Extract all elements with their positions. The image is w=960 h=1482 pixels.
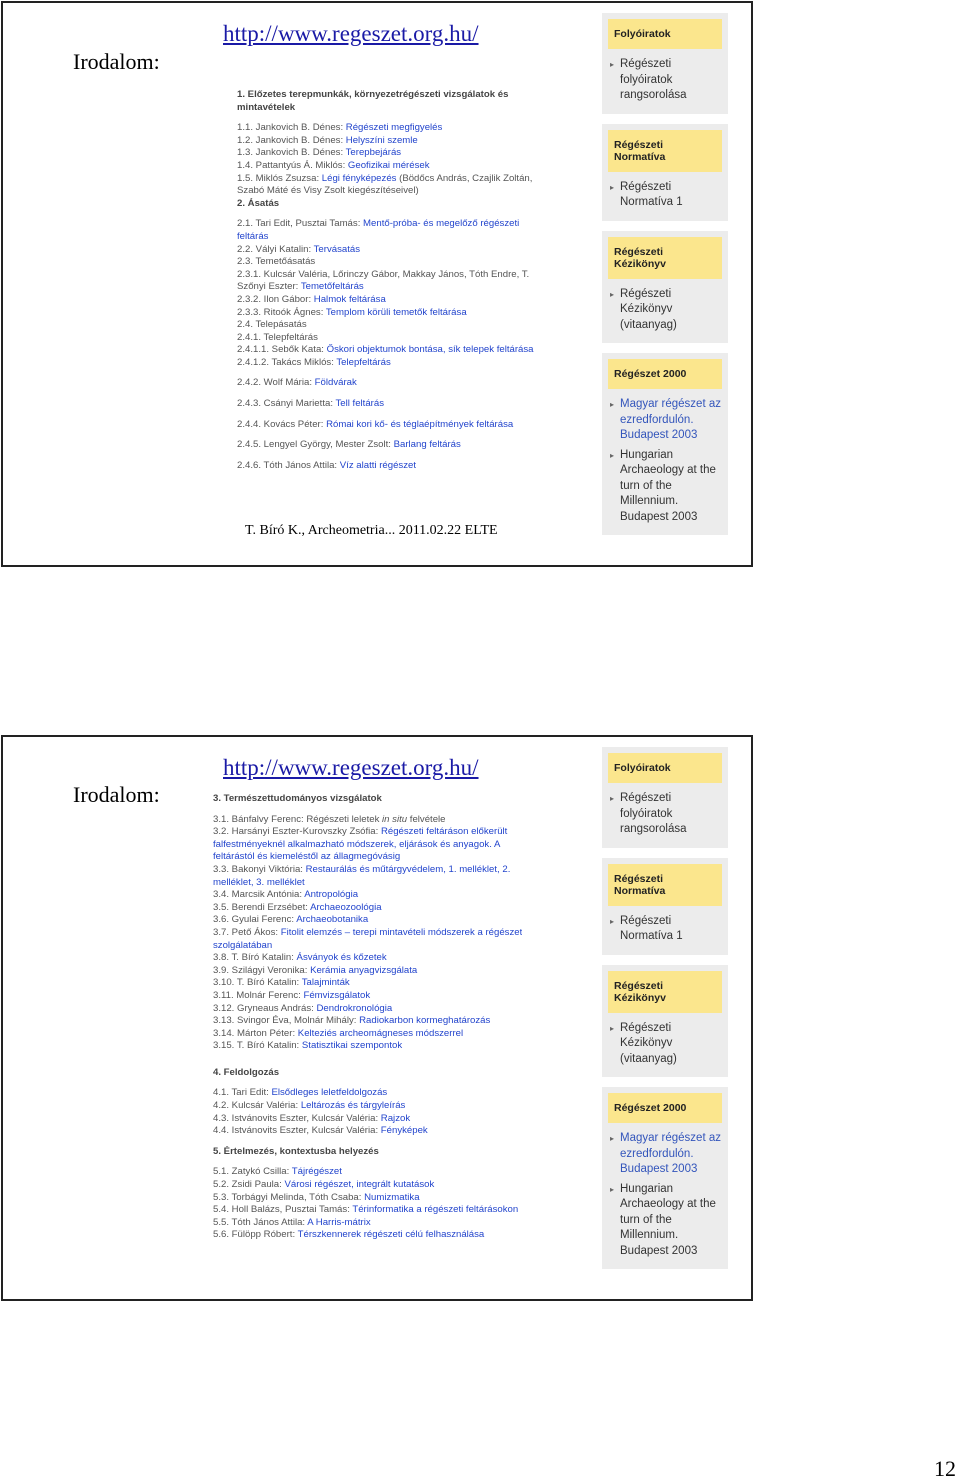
item-link[interactable]: Tájrégészet bbox=[291, 1166, 342, 1178]
list-item bbox=[237, 173, 534, 186]
arrow-right-icon: ▸ bbox=[610, 60, 615, 69]
list-item bbox=[213, 902, 522, 915]
sidebar-link-label: Régészeti folyóiratok rangsorolása bbox=[620, 58, 687, 101]
list-item bbox=[237, 294, 534, 307]
spacer bbox=[213, 1079, 522, 1087]
item-link[interactable]: Fitolit elemzés – terepi mintavételi módszerek a régészet bbox=[280, 926, 523, 938]
list-item bbox=[237, 344, 534, 357]
sidebar-link[interactable] bbox=[608, 791, 722, 838]
section-heading bbox=[237, 102, 534, 115]
item-author: 3.13. Svingor Éva, Molnár Mihály: bbox=[213, 1015, 360, 1027]
list-item bbox=[213, 1192, 522, 1205]
item-author: 3.5. Berendi Erzsébet: bbox=[213, 901, 311, 913]
sidebar-box bbox=[602, 13, 728, 114]
sidebar-link-label: Régészeti Normatíva 1 bbox=[620, 914, 683, 942]
list-item bbox=[237, 319, 534, 332]
item-author: 2.3.1. Kulcsár Valéria, Lőrinczy Gábor, Makkay János, Tóth Endre, T. bbox=[237, 268, 530, 280]
sidebar-link[interactable] bbox=[608, 1182, 722, 1260]
arrow-right-icon: ▸ bbox=[610, 1134, 615, 1143]
item-link[interactable]: Tervásatás bbox=[313, 243, 361, 255]
item-author: 5.6. Fülöpp Róbert: bbox=[213, 1229, 298, 1241]
spacer bbox=[237, 411, 534, 419]
item-link[interactable]: Restaurálás és műtárgyvédelem, 1. melléklet, 2. bbox=[305, 863, 511, 875]
item-link[interactable]: Légi fényképezés bbox=[321, 172, 397, 184]
item-author: 2.3.3. Ritoók Ágnes: bbox=[237, 306, 326, 318]
item-author: 2.4.4. Kovács Péter: bbox=[237, 418, 327, 430]
list-item bbox=[237, 357, 534, 370]
sidebar-box-title: Régészeti Normatíva bbox=[608, 864, 722, 906]
sidebar-box bbox=[602, 231, 728, 344]
spacer bbox=[213, 1053, 522, 1067]
arrow-right-icon: ▸ bbox=[610, 916, 615, 926]
list-item bbox=[213, 990, 522, 1003]
list-item bbox=[237, 256, 534, 269]
list-item bbox=[237, 307, 534, 320]
list-item bbox=[213, 1028, 522, 1041]
list-item bbox=[237, 419, 534, 432]
sidebar-link[interactable] bbox=[608, 1021, 722, 1068]
item-link[interactable]: Geofizikai mérések bbox=[347, 159, 430, 171]
item-author: 2.2. Vályi Katalin: bbox=[237, 243, 314, 255]
sidebar-box bbox=[602, 747, 728, 848]
section-heading bbox=[213, 1067, 522, 1080]
item-link[interactable]: feltárás bbox=[237, 230, 269, 242]
item-author: 2.3. Temetőásatás bbox=[237, 256, 316, 268]
list-item bbox=[237, 244, 534, 257]
item-link[interactable]: Földvárak bbox=[314, 377, 357, 389]
item-link[interactable]: Régészeti megfigyelés bbox=[345, 122, 443, 134]
list-item bbox=[237, 398, 534, 411]
item-author: 2.4. Telepásatás bbox=[237, 319, 307, 331]
item-link[interactable]: Radiokarbon kormeghatározás bbox=[359, 1015, 491, 1027]
list-item bbox=[237, 460, 534, 473]
item-author: 2.4.5. Lengyel György, Mester Zsolt: bbox=[237, 439, 394, 451]
literature-list bbox=[213, 793, 522, 1242]
item-link[interactable]: Leltározás és tárgyleírás bbox=[300, 1100, 406, 1112]
item-author: 2.4.2. Wolf Mária: bbox=[237, 377, 315, 389]
item-author: 5.4. Holl Balázs, Pusztai Tamás: bbox=[213, 1204, 353, 1216]
section-heading bbox=[213, 793, 522, 806]
item-link[interactable]: Barlang feltárás bbox=[393, 439, 461, 451]
list-item bbox=[237, 269, 534, 282]
item-author: 3.7. Pető Ákos: bbox=[213, 926, 281, 938]
sidebar-box bbox=[602, 965, 728, 1078]
item-tail: felvétele bbox=[407, 813, 446, 825]
list-item bbox=[213, 977, 522, 990]
website-link[interactable]: http://www.regeszet.org.hu/ bbox=[223, 755, 479, 780]
heading-text: 3. Természettudományos vizsgálatok bbox=[213, 793, 382, 804]
sidebar-link-label: Magyar régészet az ezredfordulón. Budapest 2003 bbox=[620, 1132, 721, 1175]
item-link[interactable]: Templom körüli temetők feltárása bbox=[325, 306, 467, 318]
sidebar-link[interactable] bbox=[608, 287, 722, 334]
sidebar-link[interactable] bbox=[608, 57, 722, 104]
item-author: 2.1. Tari Edit, Pusztai Tamás: bbox=[237, 218, 364, 230]
sidebar-link-label: Magyar régészet az ezredfordulón. Budapest 2003 bbox=[620, 398, 721, 441]
sidebar-link-label: Hungarian Archaeology at the turn of the Millennium. Budapest 2003 bbox=[620, 448, 716, 523]
item-author: 3.10. T. Bíró Katalin: bbox=[213, 977, 302, 989]
section-heading bbox=[237, 198, 534, 211]
list-item bbox=[213, 864, 522, 877]
item-link[interactable]: Őskori objektumok bontása, sík telepek feltárása bbox=[326, 344, 534, 356]
arrow-right-icon: ▸ bbox=[610, 794, 615, 803]
arrow-right-icon: ▸ bbox=[610, 400, 615, 409]
item-link[interactable]: Elsődleges leletfeldolgozás bbox=[271, 1087, 388, 1099]
item-author: 3.9. Szilágyi Veronika: bbox=[213, 964, 311, 976]
list-item bbox=[213, 1003, 522, 1016]
item-link[interactable]: Kerámia anyagvizsgálata bbox=[310, 964, 418, 976]
item-author: Szabó Máté és Visy Zsolt kiegészítéseivel) bbox=[237, 185, 419, 197]
item-link[interactable]: falfestményeknél alkalmazható módszerek, eljárások és anyagok. A bbox=[213, 838, 501, 850]
slide-caption: T. Bíró K., Archeometria... 2011.02.22 ELTE bbox=[245, 523, 498, 538]
item-author: 4.1. Tari Edit: bbox=[213, 1087, 272, 1099]
slide-title: Irodalom: bbox=[73, 782, 160, 807]
list-item bbox=[237, 122, 534, 135]
heading-text: 5. Értelmezés, kontextusba helyezés bbox=[213, 1145, 379, 1157]
website-link[interactable]: http://www.regeszet.org.hu/ bbox=[223, 21, 479, 46]
list-item bbox=[237, 147, 534, 160]
heading-text: 1. Előzetes terepmunkák, környezetrégészeti vizsgálatok és bbox=[237, 89, 509, 100]
item-author: 3.1. Bánfalvy Ferenc: Régészeti leletek bbox=[213, 813, 383, 825]
item-author: 1.5. Miklós Zsuzsa: bbox=[237, 172, 322, 184]
sidebar-box bbox=[602, 353, 728, 535]
item-author: 2.4.6. Tóth János Attila: bbox=[237, 459, 340, 471]
sidebar-box bbox=[602, 1087, 728, 1269]
item-link[interactable]: Terepbejárás bbox=[345, 147, 402, 159]
slide-1 bbox=[1, 1, 753, 567]
sidebar-link[interactable] bbox=[608, 180, 722, 211]
section-heading bbox=[213, 1146, 522, 1159]
item-link[interactable]: Térinformatika a régészeti feltárásokon bbox=[352, 1204, 519, 1216]
item-author: 3.4. Marcsik Antónia: bbox=[213, 889, 305, 901]
list-item bbox=[213, 1125, 522, 1138]
item-author: 2.4.1. Telepfeltárás bbox=[237, 331, 318, 343]
list-item bbox=[213, 826, 522, 839]
arrow-right-icon: ▸ bbox=[610, 1023, 615, 1033]
list-item bbox=[213, 889, 522, 902]
list-item bbox=[213, 877, 522, 890]
list-item bbox=[237, 231, 534, 244]
sidebar-link-label: Régészeti Kézikönyv (vitaanyag) bbox=[620, 287, 677, 331]
item-link[interactable]: Talajminták bbox=[301, 977, 350, 989]
sidebar-box bbox=[602, 858, 728, 955]
sidebar-link[interactable] bbox=[608, 914, 722, 945]
item-link[interactable]: Archaeozoológia bbox=[310, 901, 382, 913]
spacer bbox=[237, 210, 534, 218]
list-item bbox=[213, 914, 522, 927]
list-item bbox=[237, 218, 534, 231]
slide-2 bbox=[1, 735, 753, 1301]
list-item bbox=[213, 927, 522, 940]
item-author: 5.2. Zsidi Paula: bbox=[213, 1179, 285, 1191]
item-author: 1.4. Pattantyús Á. Miklós: bbox=[237, 159, 348, 171]
arrow-right-icon: ▸ bbox=[610, 450, 615, 460]
item-author: 3.12. Gryneaus András: bbox=[213, 1002, 317, 1014]
arrow-right-icon: ▸ bbox=[610, 1184, 615, 1194]
item-link[interactable]: szolgálatában bbox=[213, 939, 273, 951]
list-item bbox=[237, 135, 534, 148]
heading-text: mintavételek bbox=[237, 101, 296, 113]
item-link[interactable]: Rajzok bbox=[380, 1112, 411, 1124]
item-link[interactable]: Dendrokronológia bbox=[316, 1002, 393, 1014]
item-link[interactable]: A Harris-mátrix bbox=[307, 1216, 371, 1228]
list-item bbox=[237, 332, 534, 345]
list-item bbox=[213, 814, 522, 827]
item-author: 3.6. Gyulai Ferenc: bbox=[213, 914, 297, 926]
item-link[interactable]: Térszkennerek régészeti célú felhasználása bbox=[297, 1229, 485, 1241]
arrow-right-icon: ▸ bbox=[610, 289, 615, 299]
list-item bbox=[213, 851, 522, 864]
list-item bbox=[213, 839, 522, 852]
spacer bbox=[237, 431, 534, 439]
item-author: 2.4.3. Csányi Marietta: bbox=[237, 398, 336, 410]
sidebar-box-title: Folyóiratok bbox=[608, 19, 722, 49]
list-item bbox=[213, 1229, 522, 1242]
sidebar-link-label: Régészeti folyóiratok rangsorolása bbox=[620, 792, 687, 835]
spacer bbox=[213, 1158, 522, 1166]
sidebar bbox=[602, 13, 728, 545]
list-item bbox=[213, 1217, 522, 1230]
sidebar-box-title: Folyóiratok bbox=[608, 753, 722, 783]
item-link[interactable]: Régészeti feltáráson előkerült bbox=[380, 826, 508, 838]
item-author: Szőnyi Eszter: bbox=[237, 281, 301, 293]
item-author: 5.1. Zatykó Csilla: bbox=[213, 1166, 292, 1178]
sidebar-link-label: Hungarian Archaeology at the turn of the Millennium. Budapest 2003 bbox=[620, 1182, 716, 1257]
spacer bbox=[237, 369, 534, 377]
item-author: 3.15. T. Bíró Katalin: bbox=[213, 1040, 302, 1052]
literature-list bbox=[237, 89, 534, 472]
item-author: 3.3. Bakonyi Viktória: bbox=[213, 863, 306, 875]
item-link[interactable]: Víz alatti régészet bbox=[339, 459, 417, 471]
sidebar-box-title: Régészeti Normatíva bbox=[608, 130, 722, 172]
item-link[interactable]: Tell feltárás bbox=[335, 398, 385, 410]
list-item bbox=[213, 1166, 522, 1179]
heading-text: 2. Ásatás bbox=[237, 197, 280, 209]
item-link[interactable]: Archaeobotanika bbox=[296, 914, 369, 926]
item-link[interactable]: Ásványok és kőzetek bbox=[296, 952, 387, 964]
list-item bbox=[213, 952, 522, 965]
item-link[interactable]: Fémvizsgálatok bbox=[303, 989, 371, 1001]
item-author: 5.5. Tóth János Attila: bbox=[213, 1216, 308, 1228]
item-link[interactable]: Numizmatika bbox=[364, 1191, 420, 1203]
list-item bbox=[213, 1204, 522, 1217]
spacer bbox=[237, 390, 534, 398]
item-link[interactable]: Városi régészet, integrált kutatások bbox=[284, 1179, 435, 1191]
item-link[interactable]: Fényképek bbox=[380, 1125, 428, 1137]
item-author: 2.4.1.1. Sebők Kata: bbox=[237, 344, 327, 356]
item-link[interactable]: Mentő-próba- és megelőző régészeti bbox=[363, 218, 520, 230]
sidebar-link-label: Régészeti Kézikönyv (vitaanyag) bbox=[620, 1021, 677, 1065]
list-item bbox=[213, 1015, 522, 1028]
arrow-right-icon: ▸ bbox=[610, 182, 615, 192]
item-link[interactable]: Temetőfeltárás bbox=[300, 281, 364, 293]
list-item bbox=[213, 1113, 522, 1126]
item-link[interactable]: Telepfeltárás bbox=[336, 356, 391, 368]
item-link[interactable]: Római kori kő- és téglaépítmények feltárása bbox=[326, 418, 514, 430]
item-author: 2.3.2. Ilon Gábor: bbox=[237, 293, 314, 305]
spacer bbox=[237, 114, 534, 122]
list-item bbox=[237, 160, 534, 173]
item-link[interactable]: feltárástól és kiemeléstől az állagmegóvásig bbox=[213, 851, 401, 863]
sidebar-box-title: Régészet 2000 bbox=[608, 1093, 722, 1123]
item-author: 5.3. Torbágyi Melinda, Tóth Csaba: bbox=[213, 1191, 365, 1203]
item-author: 1.3. Jankovich B. Dénes: bbox=[237, 147, 346, 159]
sidebar-link[interactable] bbox=[608, 397, 722, 444]
spacer bbox=[213, 1138, 522, 1146]
item-author: 2.4.1.2. Takács Miklós: bbox=[237, 356, 337, 368]
item-author: 4.2. Kulcsár Valéria: bbox=[213, 1100, 301, 1112]
item-link[interactable]: Statisztikai szempontok bbox=[301, 1040, 403, 1052]
heading-text: 4. Feldolgozás bbox=[213, 1066, 280, 1078]
sidebar-box-title: Régészeti Kézikönyv bbox=[608, 971, 722, 1013]
section-heading bbox=[237, 89, 534, 102]
item-author: 3.14. Márton Péter: bbox=[213, 1027, 298, 1039]
spacer bbox=[213, 806, 522, 814]
list-item bbox=[237, 439, 534, 452]
list-item bbox=[213, 965, 522, 978]
sidebar-link[interactable] bbox=[608, 1131, 722, 1178]
list-item bbox=[213, 1087, 522, 1100]
item-author: 4.3. Istvánovits Eszter, Kulcsár Valéria: bbox=[213, 1112, 381, 1124]
item-link[interactable]: Helyszíni szemle bbox=[345, 134, 418, 146]
spacer bbox=[237, 452, 534, 460]
list-item bbox=[237, 185, 534, 198]
item-author: 3.11. Molnár Ferenc: bbox=[213, 989, 304, 1001]
sidebar-box-title: Régészet 2000 bbox=[608, 359, 722, 389]
item-link[interactable]: Antropológia bbox=[304, 889, 359, 901]
item-italic: in situ bbox=[382, 813, 408, 825]
list-item bbox=[213, 940, 522, 953]
sidebar-box bbox=[602, 124, 728, 221]
item-author: 1.2. Jankovich B. Dénes: bbox=[237, 134, 346, 146]
item-link[interactable]: Kelteziés archeomágneses módszerrel bbox=[297, 1027, 464, 1039]
page-number: 12 bbox=[934, 1456, 956, 1481]
sidebar-link-label: Régészeti Normatíva 1 bbox=[620, 180, 683, 208]
item-author: 3.2. Harsányi Eszter-Kurovszky Zsófia: bbox=[213, 826, 381, 838]
sidebar bbox=[602, 747, 728, 1279]
item-tail: (Bödőcs András, Czajlik Zoltán, bbox=[396, 172, 533, 184]
slide-title: Irodalom: bbox=[73, 49, 160, 74]
item-author: 3.8. T. Bíró Katalin: bbox=[213, 952, 297, 964]
item-link[interactable]: Halmok feltárása bbox=[313, 293, 386, 305]
list-item bbox=[237, 281, 534, 294]
list-item bbox=[237, 377, 534, 390]
list-item bbox=[213, 1179, 522, 1192]
list-item bbox=[213, 1040, 522, 1053]
item-link[interactable]: melléklet, 3. melléklet bbox=[213, 876, 305, 888]
item-author: 4.4. Istvánovits Eszter, Kulcsár Valéria: bbox=[213, 1125, 381, 1137]
sidebar-box-title: Régészeti Kézikönyv bbox=[608, 237, 722, 279]
list-item bbox=[213, 1100, 522, 1113]
item-author: 1.1. Jankovich B. Dénes: bbox=[237, 122, 346, 134]
sidebar-link[interactable] bbox=[608, 448, 722, 526]
